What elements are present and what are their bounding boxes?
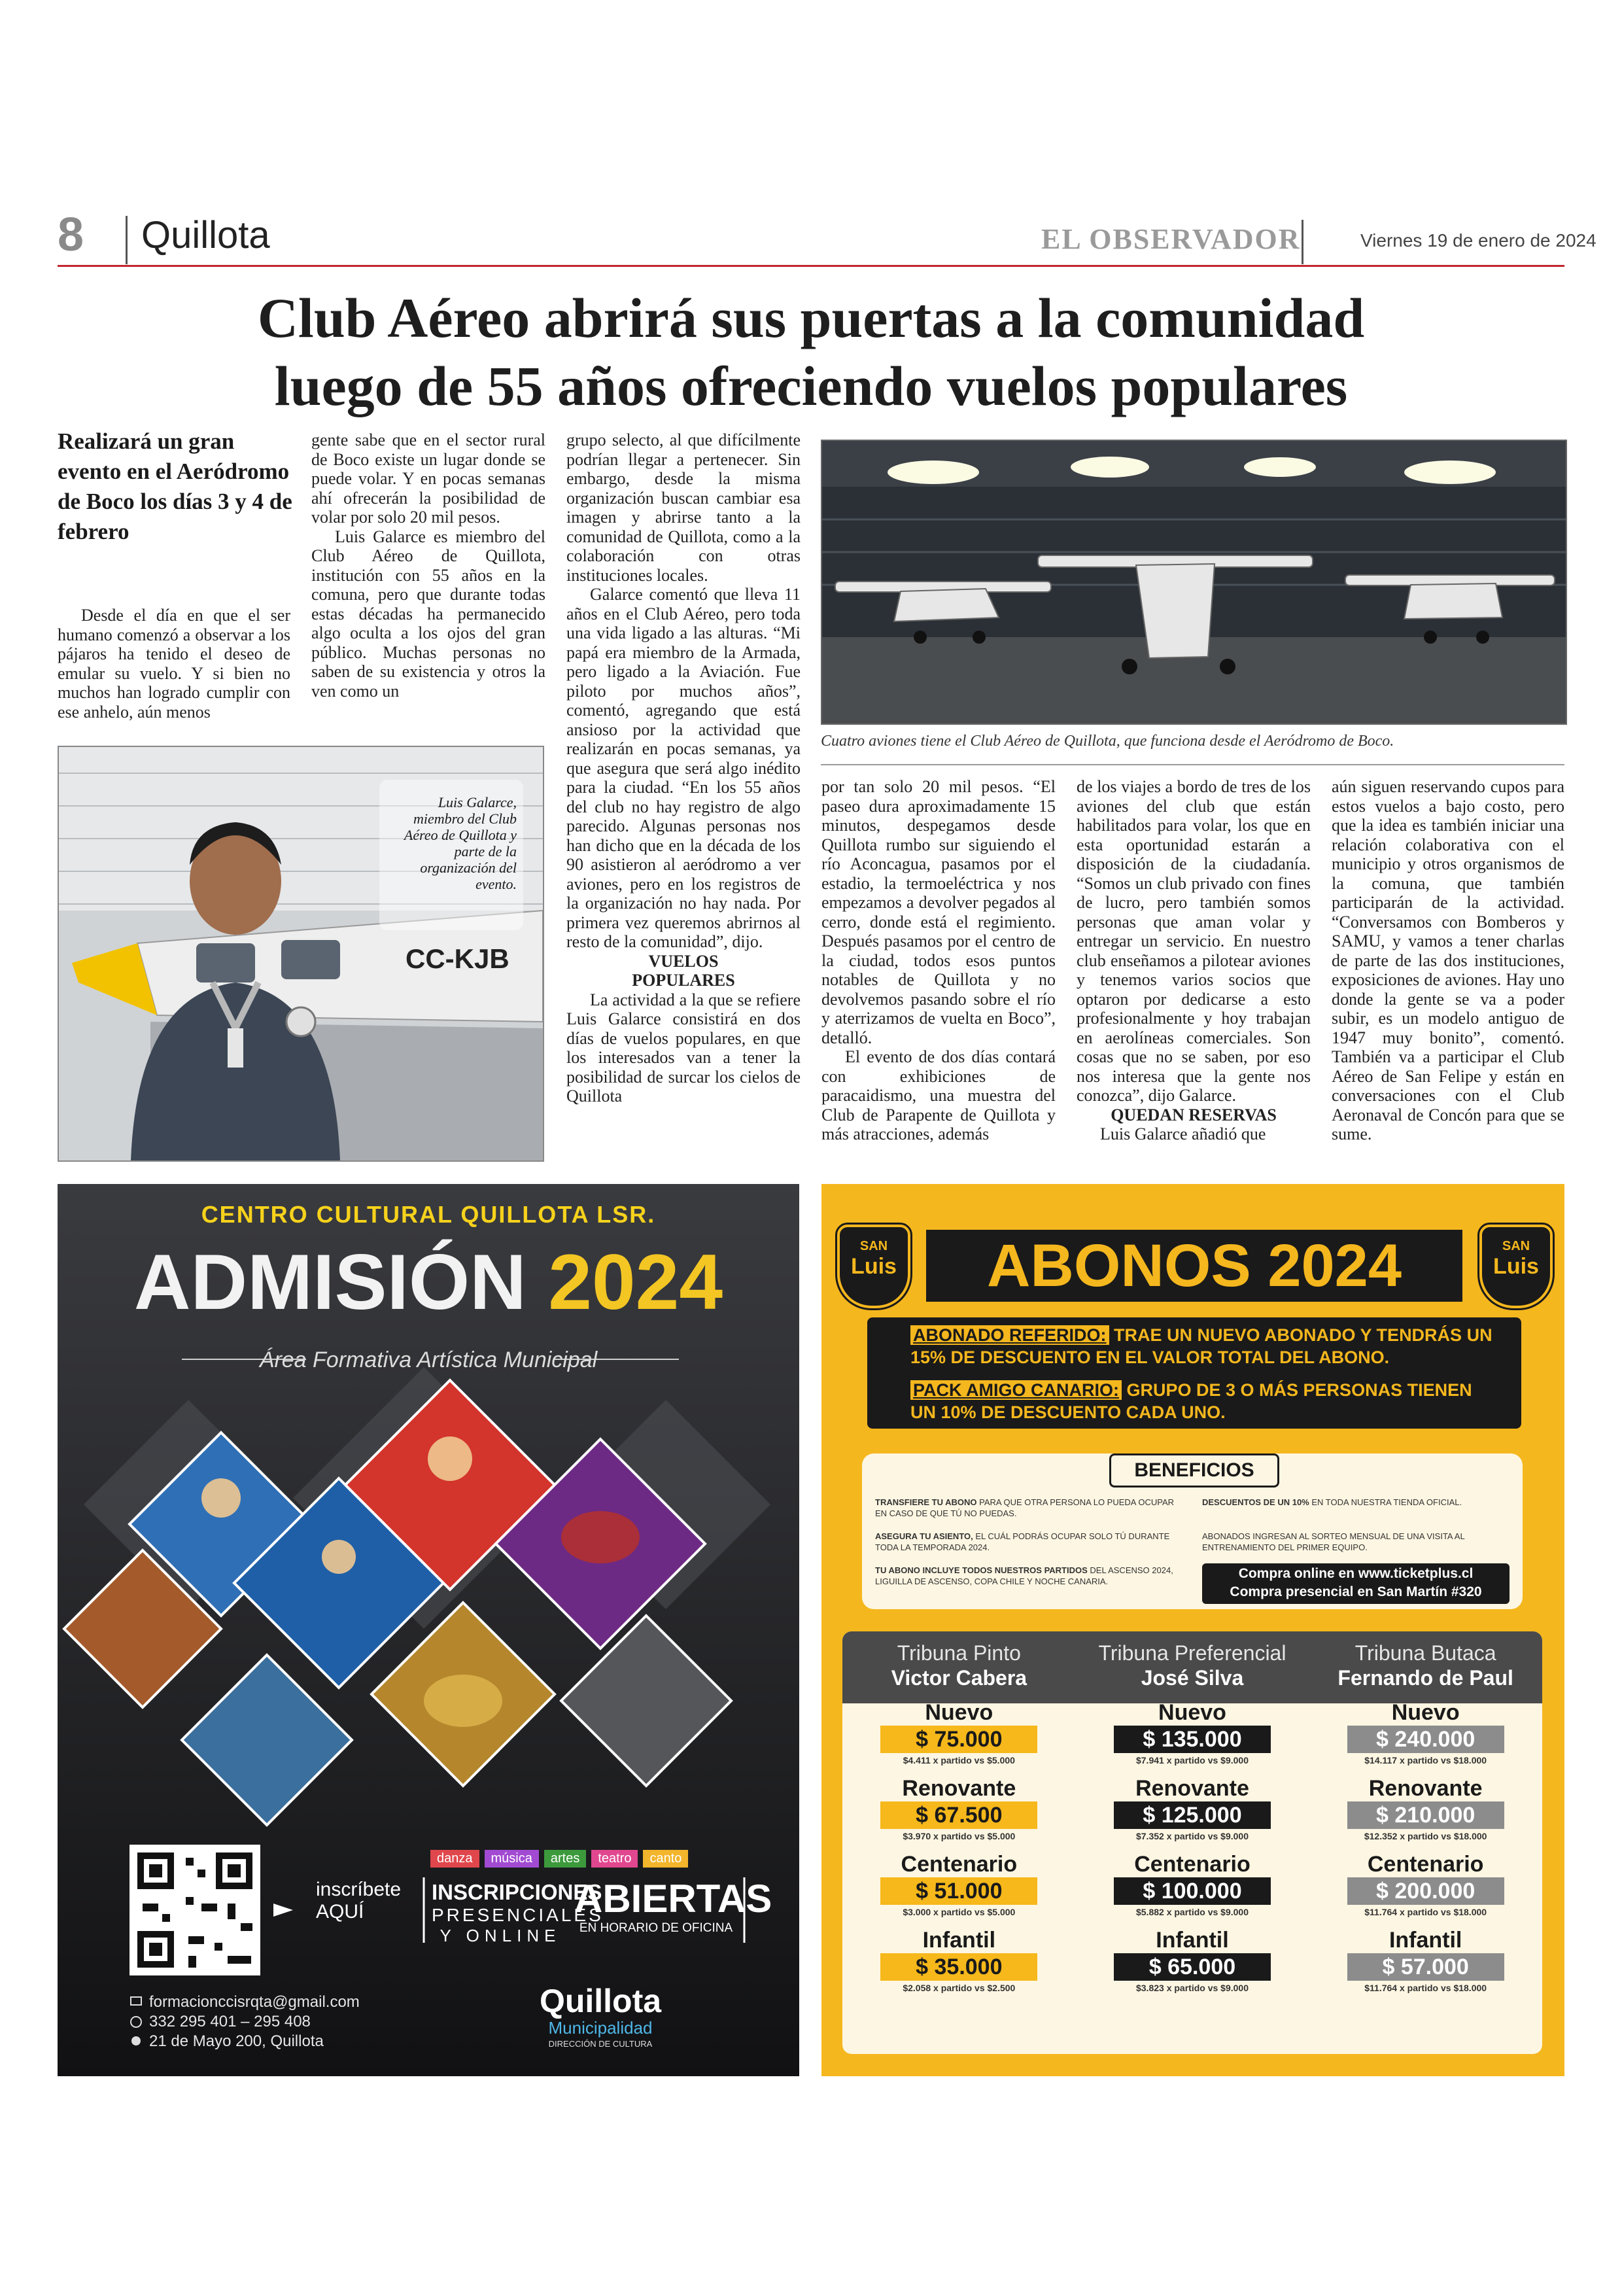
hangar-illustration <box>822 441 1566 723</box>
tag-teatro: teatro <box>591 1850 638 1868</box>
tribuna-name: Tribuna Butaca <box>1355 1641 1496 1665</box>
abiertas-block <box>574 1877 772 1936</box>
tag-canto: canto <box>643 1850 688 1868</box>
price-note: $3.970 x partido vs $5.000 <box>903 1831 1016 1841</box>
paragraph: Galarce comentó que lleva 11 años en el Club Aéreo, pero toda una vida ligado a las alturas. “Mi papá era miembro de la Armada, pero ligado a la Aviación. Fue piloto por muchos años”, comentó, agregando que está ansioso por la actividad que realizarán en pocas semanas, ya que asegura que será algo inédito para la ciudad. “En los 55 años del club no hay registro de algo parecido. Algunas personas nos han dicho que en la década de los 90 asistieron al aeródromo a ver aviones, pero en los registros de la organización no hay nada. Por primera vez queremos abrirnos al resto de la comunidad”, dijo. <box>566 585 801 951</box>
tribuna-column <box>1309 1631 1542 2054</box>
header-divider <box>126 216 128 264</box>
badge-bottom: Luis <box>851 1254 897 1279</box>
article-column-2 <box>311 430 545 701</box>
promo-pack-text: GRUPO DE 3 O MÁS PERSONAS TIENEN UN 10% DE DESCUENTO CADA UNO. <box>910 1380 1472 1422</box>
benefit-bold: TU ABONO INCLUYE TODOS NUESTROS PARTIDOS <box>875 1565 1088 1575</box>
price-row-label: Renovante <box>902 1776 1016 1801</box>
admision-ad <box>58 1184 799 2076</box>
benefit-3 <box>875 1531 1182 1553</box>
benefit-1 <box>875 1497 1182 1519</box>
subhead-vuelos: VUELOS <box>648 951 719 971</box>
portrait-photo <box>58 746 544 1162</box>
contact-phone: 332 295 401 – 295 408 <box>149 2013 311 2030</box>
tag-artes: artes <box>544 1850 586 1868</box>
purchase-presencial: Compra presencial en San Martín #320 <box>1230 1584 1482 1599</box>
price-value: $ 240.000 <box>1347 1726 1504 1753</box>
price-row-label: Infantil <box>1389 1928 1462 1953</box>
price-value: $ 125.000 <box>1114 1801 1271 1829</box>
price-value: $ 100.000 <box>1114 1877 1271 1905</box>
promo-pack-label: PACK AMIGO CANARIO: <box>910 1380 1122 1400</box>
tribuna-name: Tribuna Preferencial <box>1098 1641 1286 1665</box>
price-row-label: Renovante <box>1135 1776 1249 1801</box>
purchase-online: Compra online en www.ticketplus.cl <box>1238 1566 1474 1581</box>
paragraph: aún siguen reservando cupos para estos vuelos a bajo costo, pero que la idea es también iniciar una relación colaborativa con el municipio y otros organismos de la comuna, que también participarán de la actividad. “Conversamos con Bomberos y SAMU, y vamos a tener charlas de parte de las dos instituciones, exposiciones de aviones. Hay uno donde la gente se va a poder subir, es un modelo antiguo de 1947 muy bonito”, comentó. También va a participar el Club Aéreo de San Felipe y están en conversaciones con el Club Aeronaval de Concón para que se sume. <box>1332 777 1564 1143</box>
paragraph: Desde el día en que el ser humano comenzó a observar a los pájaros ha tenido el deseo de emular su vuelo. Y si bien no muchos han logrado cumplir con ese anhelo, aún menos <box>58 606 290 722</box>
price-value: $ 75.000 <box>880 1726 1037 1753</box>
admision-title <box>58 1236 799 1328</box>
tribuna-column <box>842 1631 1076 2054</box>
price-row-label: Centenario <box>1134 1852 1251 1877</box>
hangar-caption: Cuatro aviones tiene el Club Aéreo de Quillota, que funciona desde el Aeródromo de Boco. <box>821 733 1394 750</box>
admision-subtitle: Área Formativa Artística Municipal <box>259 1348 598 1372</box>
inscripciones-label: INSCRIPCIONES <box>432 1880 602 1904</box>
price-row-label: Nuevo <box>1158 1700 1226 1725</box>
lead: Realizará un gran evento en el Aeródromo de Boco los días 3 y 4 de febrero <box>58 428 292 544</box>
benefit-4 <box>1202 1531 1510 1553</box>
price-row-label: Nuevo <box>1391 1700 1460 1725</box>
online-label: Y ONLINE <box>440 1926 561 1945</box>
tribuna-subname: José Silva <box>1141 1666 1244 1690</box>
benefit-text: ABONADOS INGRESAN AL SORTEO MENSUAL DE UNA VISITA AL ENTRENAMIENTO DEL PRIMER EQUIPO. <box>1202 1531 1465 1552</box>
benefit-text: EL CUÁL PODRÁS OCUPAR SOLO TÚ DURANTE TODA LA TEMPORADA 2024. <box>875 1531 1170 1552</box>
discipline-tags <box>430 1850 738 1868</box>
hangar-photo <box>821 440 1567 725</box>
price-note: $11.764 x partido vs $18.000 <box>1364 1907 1487 1917</box>
tail-number: CC-KJB <box>406 943 509 974</box>
municipalidad-logo <box>528 1983 672 2051</box>
paragraph: Luis Galarce es miembro del Club Aéreo de Quillota, institución con 55 años en la comuna, pero que durante todas estas décadas ha permanecido algo oculta a los ojos del gran público. Muchas personas no saben de su existencia y otros la ven como un <box>311 527 545 701</box>
price-note: $7.941 x partido vs $9.000 <box>1135 1755 1249 1765</box>
headline-line-1: Club Aéreo abrirá sus puertas a la comunidad <box>257 287 1365 349</box>
paragraph: por tan solo 20 mil pesos. “El paseo dura aproximadamente 15 minutos, despegamos desde Quillota rumbo sur siguiendo el río Aconcagua, pasamos por el estadio, la termoeléctrica y nos empezamos a devolver pegados al cerro, donde está el regimiento. Después pasamos por el centro de la ciudad, todos esos puntos notables de Quillota y no devolvemos pasando sobre el río y aterrizamos de vuelta en Boco”, detalló. <box>821 777 1056 1047</box>
logo-quillota: Quillota <box>539 1983 662 2019</box>
price-note: $4.411 x partido vs $5.000 <box>903 1755 1015 1765</box>
contact-email: formacionccisrqta@gmail.com <box>149 1993 360 2011</box>
san-luis-badge-right <box>1479 1225 1553 1308</box>
paragraph: Luis Galarce añadió que <box>1100 1124 1266 1143</box>
benefit-bold: DESCUENTOS DE UN 10% <box>1202 1497 1309 1507</box>
price-note: $14.117 x partido vs $18.000 <box>1364 1755 1487 1765</box>
benefit-text: DEL ASCENSO 2024, LIGUILLA DE ASCENSO, COPA CHILE Y NOCHE CANARIA. <box>875 1565 1173 1586</box>
price-note: $7.352 x partido vs $9.000 <box>1135 1831 1249 1841</box>
admision-word: ADMISIÓN <box>133 1238 526 1326</box>
header-divider-2 <box>1302 220 1303 264</box>
newspaper-name: EL OBSERVADOR <box>1041 223 1301 255</box>
article-column-4 <box>821 777 1056 1144</box>
header-rule <box>58 265 1564 267</box>
contact-address: 21 de Mayo 200, Quillota <box>149 2032 324 2050</box>
section-name: Quillota <box>141 214 270 256</box>
price-note: $2.058 x partido vs $2.500 <box>903 1983 1016 1993</box>
article-column-6 <box>1332 777 1564 1144</box>
article-column-1 <box>58 606 290 722</box>
tribuna-subname: Fernando de Paul <box>1337 1666 1513 1690</box>
benefit-text: EN TODA NUESTRA TIENDA OFICIAL. <box>1309 1497 1462 1507</box>
price-value: $ 35.000 <box>880 1953 1037 1981</box>
price-value: $ 57.000 <box>1347 1953 1504 1981</box>
tribuna-column <box>1076 1631 1309 2054</box>
inscripciones-block <box>432 1880 604 1945</box>
tag-danza: danza <box>430 1850 479 1868</box>
logo-municipalidad: Municipalidad <box>548 2018 653 2038</box>
price-note: $11.764 x partido vs $18.000 <box>1364 1983 1487 1993</box>
tribuna-subname: Victor Cabera <box>891 1666 1027 1690</box>
subhead-quedan-reservas: QUEDAN RESERVAS <box>1111 1105 1277 1124</box>
benefit-bold: TRANSFIERE TU ABONO <box>875 1497 977 1507</box>
price-note: $3.000 x partido vs $5.000 <box>903 1907 1016 1917</box>
tag-musica: música <box>485 1850 539 1868</box>
price-note: $5.882 x partido vs $9.000 <box>1135 1907 1249 1917</box>
caption-rule <box>821 764 1564 765</box>
price-value: $ 210.000 <box>1347 1801 1504 1829</box>
issue-date: Viernes 19 de enero de 2024 <box>1360 230 1596 251</box>
price-row-label: Infantil <box>922 1928 996 1953</box>
price-row-label: Infantil <box>1156 1928 1229 1953</box>
price-value: $ 200.000 <box>1347 1877 1504 1905</box>
paragraph: La actividad a la que se refiere Luis Galarce consistirá en dos días de vuelos populares, en que los interesados van a tener la posibilidad de surcar los cielos de Quillota <box>566 990 801 1105</box>
badge-top: SAN <box>1502 1239 1530 1253</box>
tribuna-name: Tribuna Pinto <box>897 1641 1021 1665</box>
article-column-5 <box>1077 777 1311 1144</box>
paragraph: gente sabe que en el sector rural de Boco existe un lugar donde se puede volar. Y en pocas semanas ahí ofrecerán la posibilidad de volar por solo 20 mil pesos. <box>311 430 545 527</box>
promo-pack <box>910 1379 1499 1423</box>
headline-line-2: luego de 55 años ofreciendo vuelos populares <box>274 355 1348 417</box>
purchase-info <box>1202 1563 1510 1604</box>
benefits-title: BENEFICIOS <box>1109 1453 1279 1487</box>
promo-referido-label: ABONADO REFERIDO: <box>910 1325 1109 1345</box>
price-value: $ 135.000 <box>1114 1726 1271 1753</box>
price-row-label: Centenario <box>901 1852 1018 1877</box>
price-row-label: Centenario <box>1367 1852 1484 1877</box>
portrait-caption: Luis Galarce, miembro del Club Aéreo de Quillota y parte de la organización del evento. <box>404 794 517 892</box>
price-note: $3.823 x partido vs $9.000 <box>1135 1983 1249 1993</box>
benefit-5 <box>875 1565 1182 1587</box>
headline <box>58 284 1564 420</box>
abiertas-label: ABIERTAS <box>574 1877 772 1921</box>
horario-label: EN HORARIO DE OFICINA <box>579 1921 733 1935</box>
price-value: $ 67.500 <box>880 1801 1037 1829</box>
paragraph: El evento de dos días contará con exhibiciones de paracaidismo, una muestra del Club de Parapente de Quillota y más atracciones, además <box>821 1047 1056 1143</box>
promo-referido-text: TRAE UN NUEVO ABONADO Y TENDRÁS UN 15% DE DESCUENTO EN EL VALOR TOTAL DEL ABONO. <box>910 1325 1493 1367</box>
admision-org: CENTRO CULTURAL QUILLOTA LSR. <box>201 1201 656 1228</box>
presenciales-label: PRESENCIALES <box>432 1905 604 1925</box>
price-row-label: Nuevo <box>925 1700 993 1725</box>
price-value: $ 51.000 <box>880 1877 1037 1905</box>
promo-referido <box>910 1324 1499 1368</box>
price-row-label: Renovante <box>1368 1776 1483 1801</box>
abonos-title: ABONOS 2024 <box>926 1230 1462 1302</box>
benefit-2 <box>1202 1497 1510 1508</box>
benefit-text: PARA QUE OTRA PERSONA LO PUEDA OCUPAR EN CASO DE QUE TÚ NO PUEDAS. <box>875 1497 1175 1518</box>
admision-year: 2024 <box>548 1238 723 1326</box>
article-column-3 <box>566 430 801 1106</box>
badge-bottom: Luis <box>1493 1254 1539 1279</box>
logo-direccion: DIRECCIÓN DE CULTURA <box>548 2039 653 2049</box>
paragraph: grupo selecto, al que difícilmente podrían llegar a pertenecer. Sin embargo, desde la misma organización buscan cambiar esa imagen y abrirse tanto a la comunidad de Quillota, como a la colaboración con otras instituciones locales. <box>566 430 801 585</box>
paragraph: de los viajes a bordo de tres de los aviones del club que están habilitados para volar, los que en esta oportunidad estarán a disposición de la ciudadanía. “Somos un club privado con fines de lucro, pero también somos personas que aman volar y entregar un servicio. En nuestro club enseñamos a pilotear aviones y tenemos varios socios que optaron por dedicarse a esto profesionalmente y hoy trabajan en aerolíneas comerciales. Son cosas que no se saben, por eso nos interesa que la gente nos conozca”, dijo Galarce. <box>1077 777 1311 1105</box>
page-number: 8 <box>58 209 84 261</box>
san-luis-badge-left <box>837 1225 910 1308</box>
subhead-populares: POPULARES <box>632 971 735 990</box>
badge-top: SAN <box>859 1239 888 1253</box>
price-value: $ 65.000 <box>1114 1953 1271 1981</box>
price-table <box>842 1631 1542 2054</box>
price-note: $12.352 x partido vs $18.000 <box>1364 1831 1487 1841</box>
benefit-bold: ASEGURA TU ASIENTO, <box>875 1531 973 1541</box>
abonos-ad <box>821 1184 1564 2076</box>
inscribete-label: inscríbete AQUÍ <box>316 1879 402 1922</box>
